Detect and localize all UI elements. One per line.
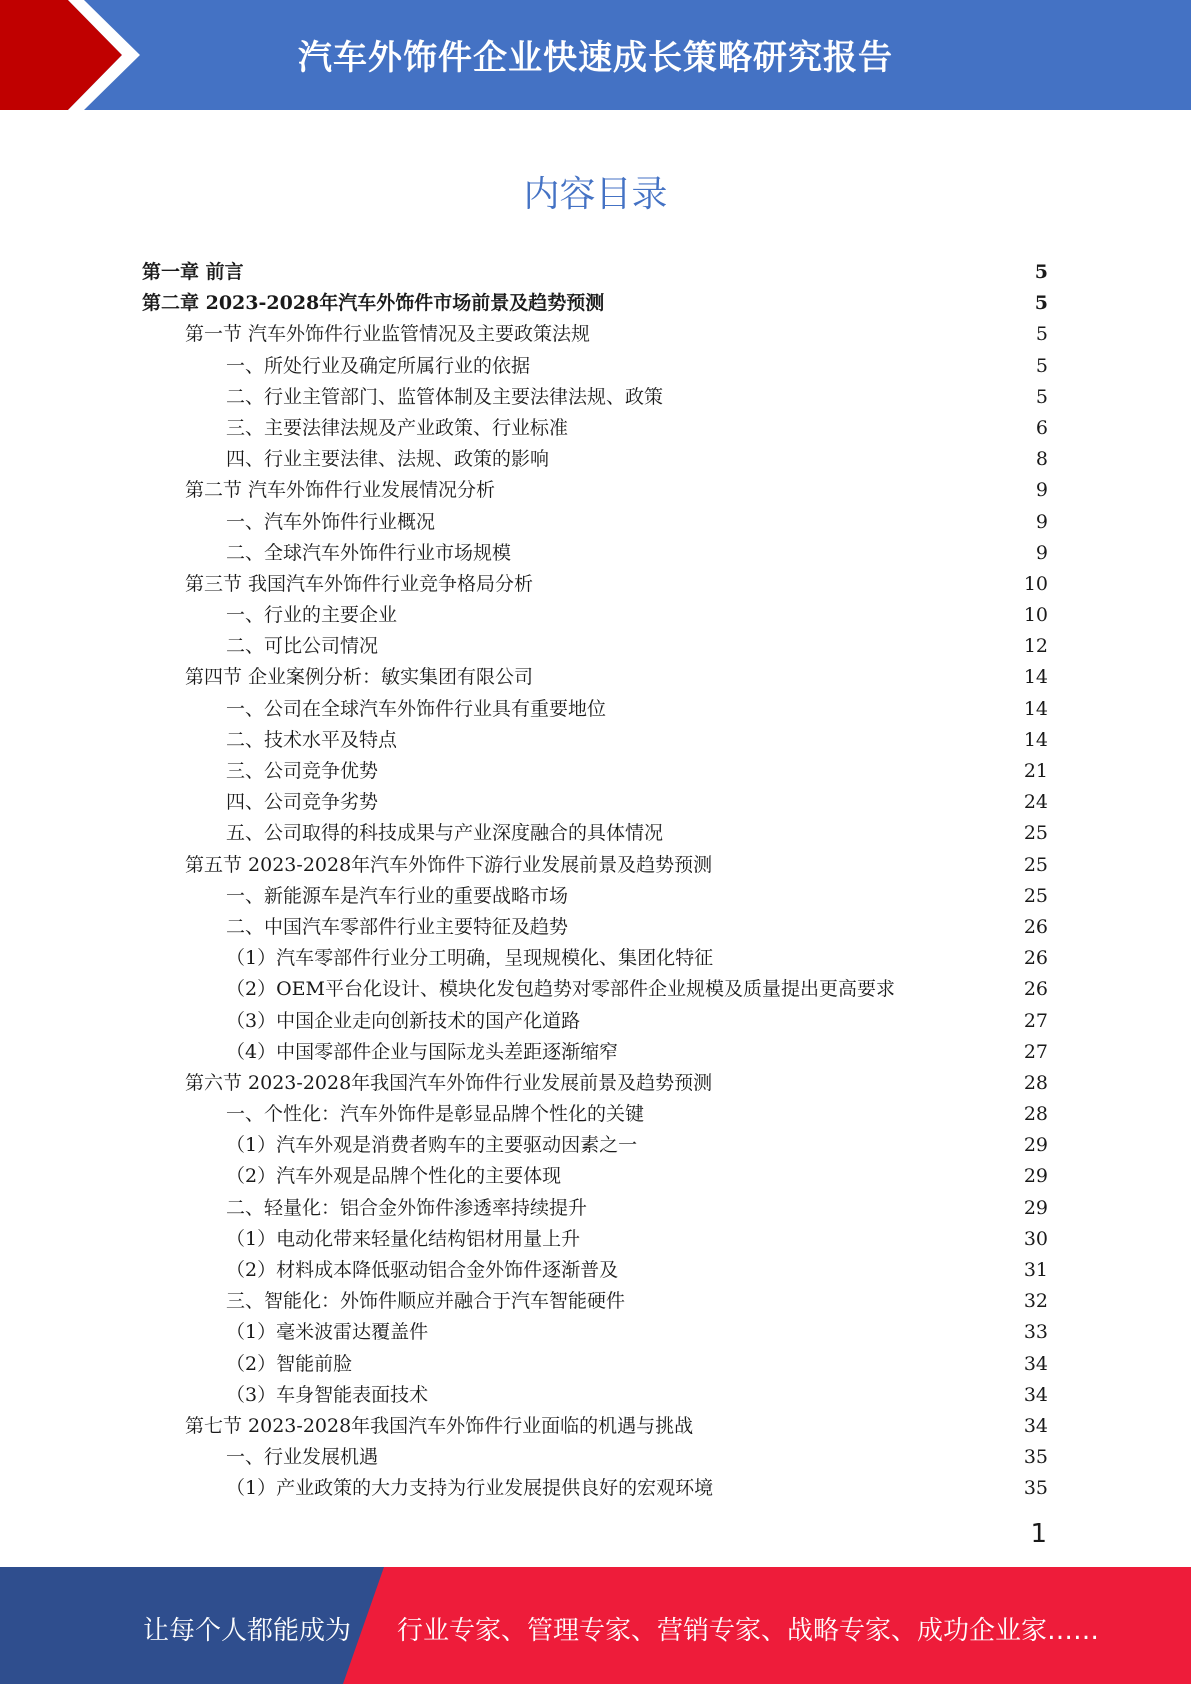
toc-entry-page: 9: [1035, 510, 1048, 533]
toc-entry[interactable]: [142, 1068, 1048, 1099]
toc-entry[interactable]: [142, 351, 1048, 382]
toc-entry[interactable]: [142, 1286, 1048, 1317]
toc-entry-page: 35: [1023, 1446, 1048, 1469]
toc-entry-page: 26: [1023, 947, 1048, 970]
toc-heading: 内容目录: [523, 174, 668, 215]
toc-entry-label: （2）智能前脸: [226, 1352, 353, 1375]
toc-entry-label: 第五节 2023-2028年汽车外饰件下游行业发展前景及趋势预测: [185, 853, 713, 876]
toc-entry-page: 8: [1035, 448, 1048, 471]
toc-entry-page: 25: [1023, 822, 1048, 845]
toc-entry[interactable]: [142, 1006, 1048, 1037]
toc-entry-label: 四、行业主要法律、法规、政策的影响: [226, 448, 550, 471]
footer-slogan-left: 让每个人都能成为: [143, 1616, 352, 1646]
toc-entry-label: 第一节 汽车外饰件行业监管情况及主要政策法规: [185, 323, 591, 346]
toc-entry-label: （1）汽车外观是消费者购车的主要驱动因素之一: [226, 1134, 638, 1157]
toc-entry[interactable]: [142, 569, 1048, 600]
toc-entry[interactable]: [142, 538, 1048, 569]
toc-entry[interactable]: [142, 1442, 1048, 1473]
toc-entry-page: 9: [1035, 479, 1048, 502]
toc-entry[interactable]: [142, 475, 1048, 506]
report-title: 汽车外饰件企业快速成长策略研究报告: [298, 38, 893, 78]
toc-entry[interactable]: [142, 507, 1048, 538]
toc-entry[interactable]: [142, 787, 1048, 818]
toc-entry[interactable]: [142, 881, 1048, 912]
toc-entry-label: 第六节 2023-2028年我国汽车外饰件行业发展前景及趋势预测: [185, 1071, 713, 1094]
toc-entry-label: 五、公司取得的科技成果与产业深度融合的具体情况: [226, 822, 664, 845]
toc-entry-label: 四、公司竞争劣势: [226, 791, 379, 814]
toc-entry-page: 24: [1023, 791, 1048, 814]
toc-entry-page: 29: [1023, 1196, 1048, 1219]
toc-entry-page: 33: [1023, 1321, 1048, 1344]
toc-entry-page: 5: [1035, 323, 1048, 346]
page-header: [0, 0, 1191, 110]
toc-entry[interactable]: [142, 600, 1048, 631]
toc-entry-label: （1）产业政策的大力支持为行业发展提供良好的宏观环境: [226, 1477, 714, 1500]
toc-entry[interactable]: [142, 818, 1048, 849]
toc-entry-label: 三、智能化：外饰件顺应并融合于汽车智能硬件: [226, 1290, 626, 1313]
toc-entry-page: 21: [1023, 760, 1048, 782]
toc-entry[interactable]: [142, 1411, 1048, 1442]
toc-entry-page: 10: [1023, 604, 1048, 627]
toc-entry[interactable]: [142, 1161, 1048, 1192]
toc-entry-label: 二、可比公司情况: [226, 635, 379, 658]
toc-entry-label: 一、汽车外饰件行业概况: [226, 510, 436, 533]
toc-entry-page: 28: [1023, 1071, 1048, 1094]
toc-entry[interactable]: [142, 850, 1048, 881]
toc-entry[interactable]: [142, 1255, 1048, 1286]
toc-entry-page: 34: [1023, 1383, 1048, 1406]
toc-entry-label: 三、主要法律法规及产业政策、行业标准: [226, 416, 569, 439]
footer-slogan-right: 行业专家、管理专家、营销专家、战略专家、成功企业家……: [397, 1616, 1100, 1646]
toc-entry[interactable]: [142, 1473, 1048, 1504]
toc-entry-page: 26: [1023, 978, 1048, 1001]
toc-entry-page: 35: [1023, 1477, 1048, 1500]
toc-entry-page: 31: [1023, 1259, 1048, 1281]
toc-entry-page: 14: [1023, 728, 1048, 751]
toc-entry-page: 25: [1023, 853, 1048, 876]
toc-entry-label: 二、技术水平及特点: [226, 728, 398, 751]
toc-entry-label: （3）车身智能表面技术: [226, 1383, 429, 1406]
toc-entry-page: 14: [1023, 697, 1048, 720]
toc-entry-label: 一、新能源车是汽车行业的重要战略市场: [226, 884, 569, 907]
toc-entry-page: 29: [1023, 1165, 1048, 1188]
toc-entry[interactable]: [142, 1130, 1048, 1161]
toc-entry-page: 9: [1035, 541, 1048, 564]
toc-entry-page: 14: [1023, 666, 1048, 689]
toc-entry-page: 25: [1023, 884, 1048, 907]
toc-entry-page: 6: [1035, 416, 1048, 439]
toc-entry-label: 第二节 汽车外饰件行业发展情况分析: [185, 479, 496, 502]
toc-entry-page: 29: [1023, 1134, 1048, 1157]
table-of-contents: [142, 257, 1048, 1505]
toc-entry-page: 34: [1023, 1414, 1048, 1437]
toc-entry[interactable]: [142, 1224, 1048, 1255]
toc-entry[interactable]: [142, 382, 1048, 413]
toc-entry[interactable]: [142, 1349, 1048, 1380]
toc-entry[interactable]: [142, 1037, 1048, 1068]
toc-entry-label: （2）材料成本降低驱动铝合金外饰件逐渐普及: [226, 1259, 619, 1281]
toc-entry-label: （2）汽车外观是品牌个性化的主要体现: [226, 1165, 562, 1188]
toc-entry[interactable]: [142, 288, 1048, 319]
toc-entry[interactable]: [142, 943, 1048, 974]
toc-entry-label: 三、公司竞争优势: [226, 760, 379, 782]
toc-entry-label: 第一章 前言: [142, 261, 244, 283]
toc-entry[interactable]: [142, 413, 1048, 444]
toc-entry-label: （3）中国企业走向创新技术的国产化道路: [226, 1009, 581, 1032]
toc-entry-label: 一、行业发展机遇: [226, 1446, 379, 1469]
toc-entry-label: 一、所处行业及确定所属行业的依据: [226, 354, 531, 377]
toc-entry[interactable]: [142, 1317, 1048, 1348]
toc-entry-label: 第四节 企业案例分析：敏实集团有限公司: [185, 666, 534, 689]
toc-entry[interactable]: [142, 912, 1048, 943]
toc-entry-label: 二、行业主管部门、监管体制及主要法律法规、政策: [226, 385, 664, 408]
toc-entry-page: 5: [1035, 354, 1048, 377]
toc-entry-page: 27: [1023, 1040, 1048, 1063]
toc-entry[interactable]: [142, 1099, 1048, 1130]
toc-entry-page: 27: [1023, 1009, 1048, 1032]
toc-entry[interactable]: [142, 756, 1048, 787]
toc-entry-page: 32: [1023, 1290, 1048, 1313]
toc-entry-label: 第三节 我国汽车外饰件行业竞争格局分析: [185, 572, 534, 595]
toc-entry[interactable]: [142, 694, 1048, 725]
toc-entry-label: （1）汽车零部件行业分工明确，呈现规模化、集团化特征: [226, 947, 714, 970]
toc-entry-page: 26: [1023, 915, 1048, 938]
toc-entry-page: 30: [1023, 1227, 1048, 1250]
toc-entry-label: （4）中国零部件企业与国际龙头差距逐渐缩窄: [226, 1040, 619, 1063]
toc-entry-page: 5: [1035, 385, 1048, 408]
toc-entry-page: 5: [1034, 292, 1048, 315]
toc-entry-label: （1）电动化带来轻量化结构铝材用量上升: [226, 1227, 581, 1250]
toc-entry-label: 第七节 2023-2028年我国汽车外饰件行业面临的机遇与挑战: [185, 1414, 694, 1437]
toc-entry-label: 一、行业的主要企业: [226, 604, 398, 627]
toc-entry[interactable]: [142, 631, 1048, 662]
toc-entry[interactable]: [142, 725, 1048, 756]
toc-entry-page: 28: [1023, 1103, 1048, 1126]
toc-entry[interactable]: [142, 257, 1048, 288]
toc-entry-page: 12: [1023, 635, 1048, 658]
toc-entry[interactable]: [142, 662, 1048, 693]
page-footer: [0, 1567, 1191, 1684]
toc-entry-label: 二、全球汽车外饰件行业市场规模: [226, 541, 512, 564]
toc-entry-label: 一、个性化：汽车外饰件是彰显品牌个性化的关键: [226, 1103, 645, 1126]
toc-entry-page: 34: [1023, 1352, 1048, 1375]
toc-entry[interactable]: [142, 1193, 1048, 1224]
toc-entry-page: 10: [1023, 572, 1048, 595]
toc-entry-page: 5: [1034, 261, 1048, 283]
toc-entry[interactable]: [142, 319, 1048, 350]
toc-entry-label: 二、中国汽车零部件行业主要特征及趋势: [226, 915, 569, 938]
toc-entry-label: 一、公司在全球汽车外饰件行业具有重要地位: [226, 697, 607, 720]
toc-entry-label: （1）毫米波雷达覆盖件: [226, 1321, 429, 1344]
toc-entry[interactable]: [142, 974, 1048, 1005]
toc-entry-label: 第二章 2023-2028年汽车外饰件市场前景及趋势预测: [142, 292, 605, 315]
page-number: 1: [1030, 1519, 1047, 1549]
toc-entry-label: 二、轻量化：铝合金外饰件渗透率持续提升: [226, 1196, 588, 1219]
toc-entry[interactable]: [142, 444, 1048, 475]
toc-entry[interactable]: [142, 1380, 1048, 1411]
toc-entry-label: （2）OEM平台化设计、模块化发包趋势对零部件企业规模及质量提出更高要求: [226, 978, 895, 1001]
